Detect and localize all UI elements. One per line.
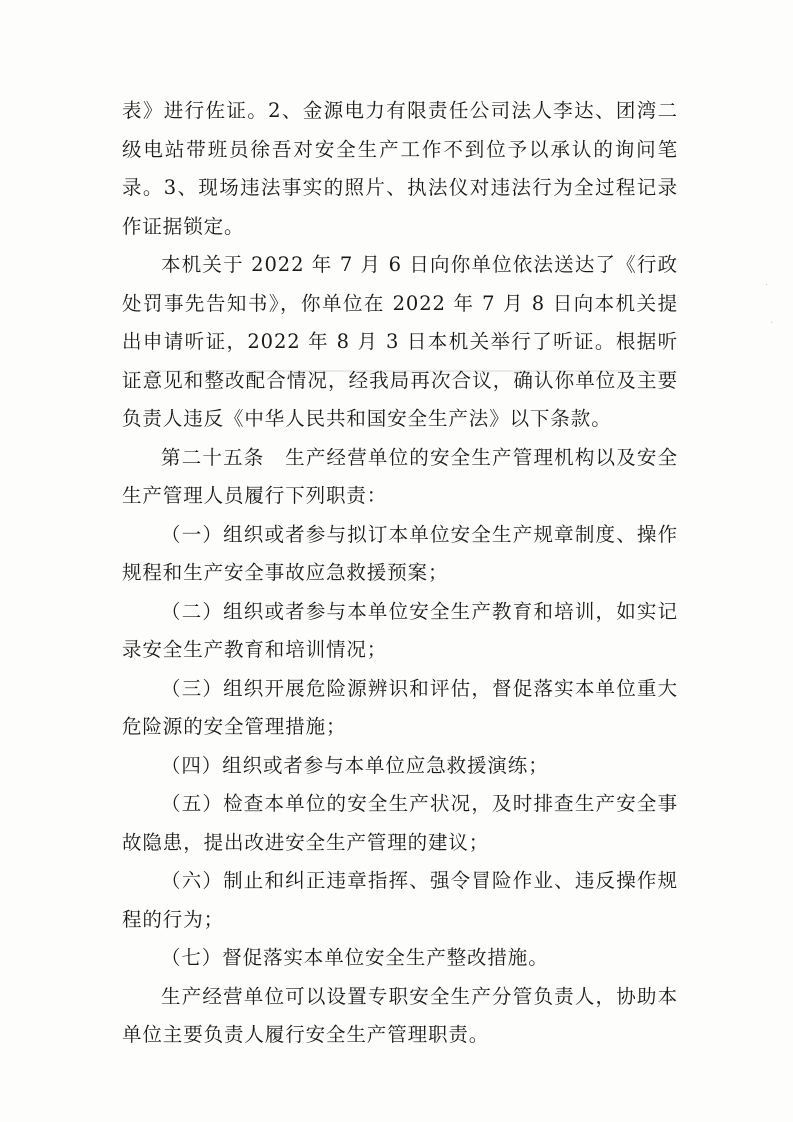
paragraph-article-25: 第二十五条 生产经营单位的安全生产管理机构以及安全生产管理人员履行下列职责：: [122, 445, 678, 507]
paragraph-item-4: （四）组织或者参与本单位应急救援演练；: [161, 753, 549, 777]
paragraph-item-5: （五）检查本单位的安全生产状况，及时排查生产安全事故隐患，提出改进安全生产管理的建议；: [122, 792, 678, 854]
paragraph-hearing: 本机关于 2022 年 7 月 6 日向你单位依法送达了《行政处罚事先告知书》，你单位在 2022 年 7 月 8 日向本机关提出申请听证，2022 年 8 月 3 日本机关举行了听证。根据听证意见和整改配合情况，经我局再次合议，确认你单位及主要负责人违反《中华人民共和国安全生产法》以下条款。: [122, 253, 678, 430]
paragraph-item-6: （六）制止和纠正违章指挥、强令冒险作业、违反操作规程的行为；: [122, 869, 678, 931]
scan-speck: ·: [770, 318, 774, 329]
scan-speck: ·: [765, 280, 769, 291]
paragraph-deputy: 生产经营单位可以设置专职安全生产分管负责人，协助本单位主要负责人履行安全生产管理职责。: [122, 984, 678, 1046]
paragraph-item-3: （三）组织开展危险源辨识和评估，督促落实本单位重大危险源的安全管理措施；: [122, 676, 678, 738]
paragraph-item-1: （一）组织或者参与拟订本单位安全生产规章制度、操作规程和生产安全事故应急救援预案；: [122, 522, 678, 584]
paragraph-evidence: 表》进行佐证。2、金源电力有限责任公司法人李达、团湾二级电站带班员徐吾对安全生产工作不到位予以承认的询问笔录。3、现场违法事实的照片、执法仪对违法行为全过程记录作证据锁定。: [122, 99, 678, 238]
paragraph-item-2: （二）组织或者参与本单位安全生产教育和培训，如实记录安全生产教育和培训情况；: [122, 599, 678, 661]
paragraph-item-7: （七）督促落实本单位安全生产整改措施。: [161, 946, 549, 969]
document-body: [122, 92, 678, 1055]
